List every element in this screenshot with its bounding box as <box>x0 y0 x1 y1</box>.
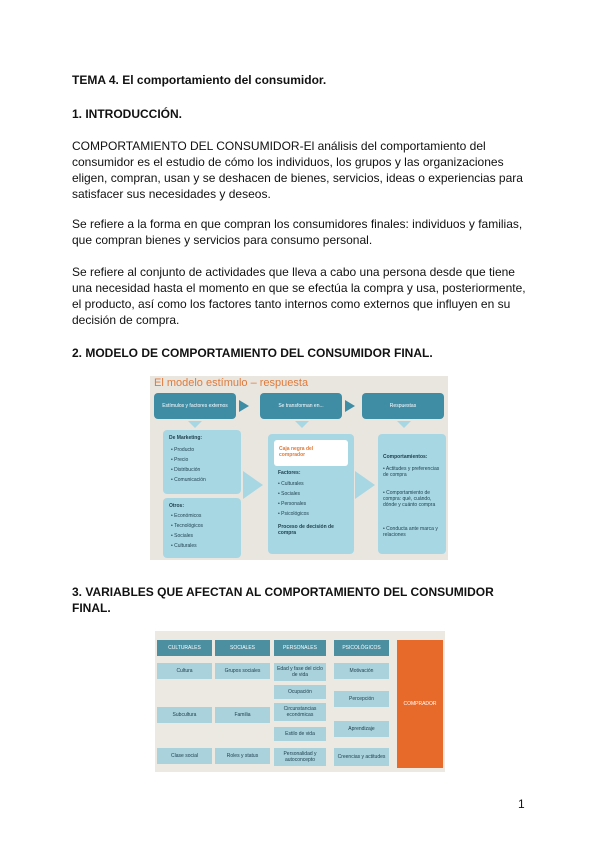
cell-personal: Circunstancias económicas <box>274 703 326 721</box>
cell-social: Familia <box>215 707 270 723</box>
behaviour-item: • Conducta ante marca y relaciones <box>383 526 438 538</box>
others-box <box>163 498 241 558</box>
arrow-right-2 <box>345 400 355 412</box>
factor-item: • Psicológicos <box>278 511 309 517</box>
box-transform: Se transforman en... <box>260 393 342 419</box>
behaviours-title: Comportamientos: <box>383 454 428 460</box>
paragraph-1: COMPORTAMIENTO DEL CONSUMIDOR-El análisis del comportamiento del consumidor es el estudio de cómo los individuos, los grupos y las organizaciones eligen, compran, usan y se deshacen de bienes, servicios, ideas o experiencias para satisfacer sus necesidades y deseos. <box>72 139 523 201</box>
header-social: SOCIALES <box>215 640 270 656</box>
variables-diagram <box>155 631 445 772</box>
box-external-stimuli: Estímulos y factores externos <box>154 393 236 419</box>
cell-cultural: Subcultura <box>157 707 212 723</box>
diagram-title: El modelo estímulo – respuesta <box>154 377 309 389</box>
behaviour-item: • Actitudes y preferencias de compra <box>383 466 440 478</box>
marketing-box <box>163 430 241 494</box>
arrow-right-4 <box>355 471 375 499</box>
cell-personal: Personalidad y autoconcepto <box>274 748 326 766</box>
cell-psychological: Motivación <box>334 663 389 679</box>
factor-item: • Sociales <box>278 491 301 497</box>
arrow-down-2 <box>295 421 309 428</box>
cell-psychological: Aprendizaje <box>334 721 389 737</box>
behaviours-panel <box>378 434 446 554</box>
cell-personal: Edad y fase del ciclo de vida <box>274 663 326 681</box>
marketing-title: De Marketing: <box>169 435 203 441</box>
marketing-item: • Comunicación <box>171 477 206 483</box>
arrow-right-1 <box>239 400 249 412</box>
cell-psychological: Creencias y actitudes <box>334 748 389 766</box>
cell-cultural: Cultura <box>157 663 212 679</box>
black-box-panel <box>268 434 354 554</box>
doc-title: TEMA 4. El comportamiento del consumidor. <box>72 73 327 87</box>
black-box-title: Caja negra del comprador <box>279 446 314 458</box>
page-number: 1 <box>518 797 525 811</box>
paragraph-3: Se refiere al conjunto de actividades que lleva a cabo una persona desde que tiene una necesidad hasta el momento en que se efectúa la compra y usa, posteriormente, el producto, así como los factores tanto internos como externos que influyen en su decisión de compra. <box>72 265 526 327</box>
box-responses: Respuestas <box>362 393 444 419</box>
cell-social: Roles y status <box>215 748 270 764</box>
paragraph-2: Se refiere a la forma en que compran los consumidores finales: individuos y familias, que compran bienes y servicios para consumo personal. <box>72 217 523 247</box>
marketing-item: • Precio <box>171 457 189 463</box>
header-personal: PERSONALES <box>274 640 326 656</box>
header-cultural: CULTURALES <box>157 640 212 656</box>
buyer-box: COMPRADOR <box>397 640 443 768</box>
stimulus-response-diagram <box>150 376 448 560</box>
cell-personal: Estilo de vida <box>274 727 326 741</box>
others-item: • Tecnológicos <box>171 523 203 529</box>
marketing-item: • Distribución <box>171 467 201 473</box>
arrow-down-3 <box>397 421 411 428</box>
behaviour-item: • Comportamiento de compra: qué, cuándo, dónde y cuánto compra <box>383 490 436 508</box>
marketing-item: • Producto <box>171 447 195 453</box>
others-item: • Culturales <box>171 543 197 549</box>
others-title: Otros: <box>169 503 184 509</box>
cell-cultural: Clase social <box>157 748 212 764</box>
section-1-heading: 1. INTRODUCCIÓN. <box>72 107 183 121</box>
others-item: • Sociales <box>171 533 194 539</box>
arrow-right-3 <box>243 471 263 499</box>
others-item: • Económicos <box>171 513 202 519</box>
decision-process: Proceso de decisión de compra <box>278 524 334 536</box>
factors-title: Factores: <box>278 470 301 476</box>
cell-psychological: Percepción <box>334 691 389 707</box>
factor-item: • Personales <box>278 501 307 507</box>
section-3-heading: 3. VARIABLES QUE AFECTAN AL COMPORTAMIENTO DEL CONSUMIDOR FINAL. <box>72 585 494 615</box>
arrow-down-1 <box>188 421 202 428</box>
header-psychological: PSICOLÓGICOS <box>334 640 389 656</box>
black-box-title-box <box>274 440 348 466</box>
section-2-heading: 2. MODELO DE COMPORTAMIENTO DEL CONSUMIDOR FINAL. <box>72 346 433 360</box>
cell-social: Grupos sociales <box>215 663 270 679</box>
cell-personal: Ocupación <box>274 685 326 699</box>
factor-item: • Culturales <box>278 481 304 487</box>
